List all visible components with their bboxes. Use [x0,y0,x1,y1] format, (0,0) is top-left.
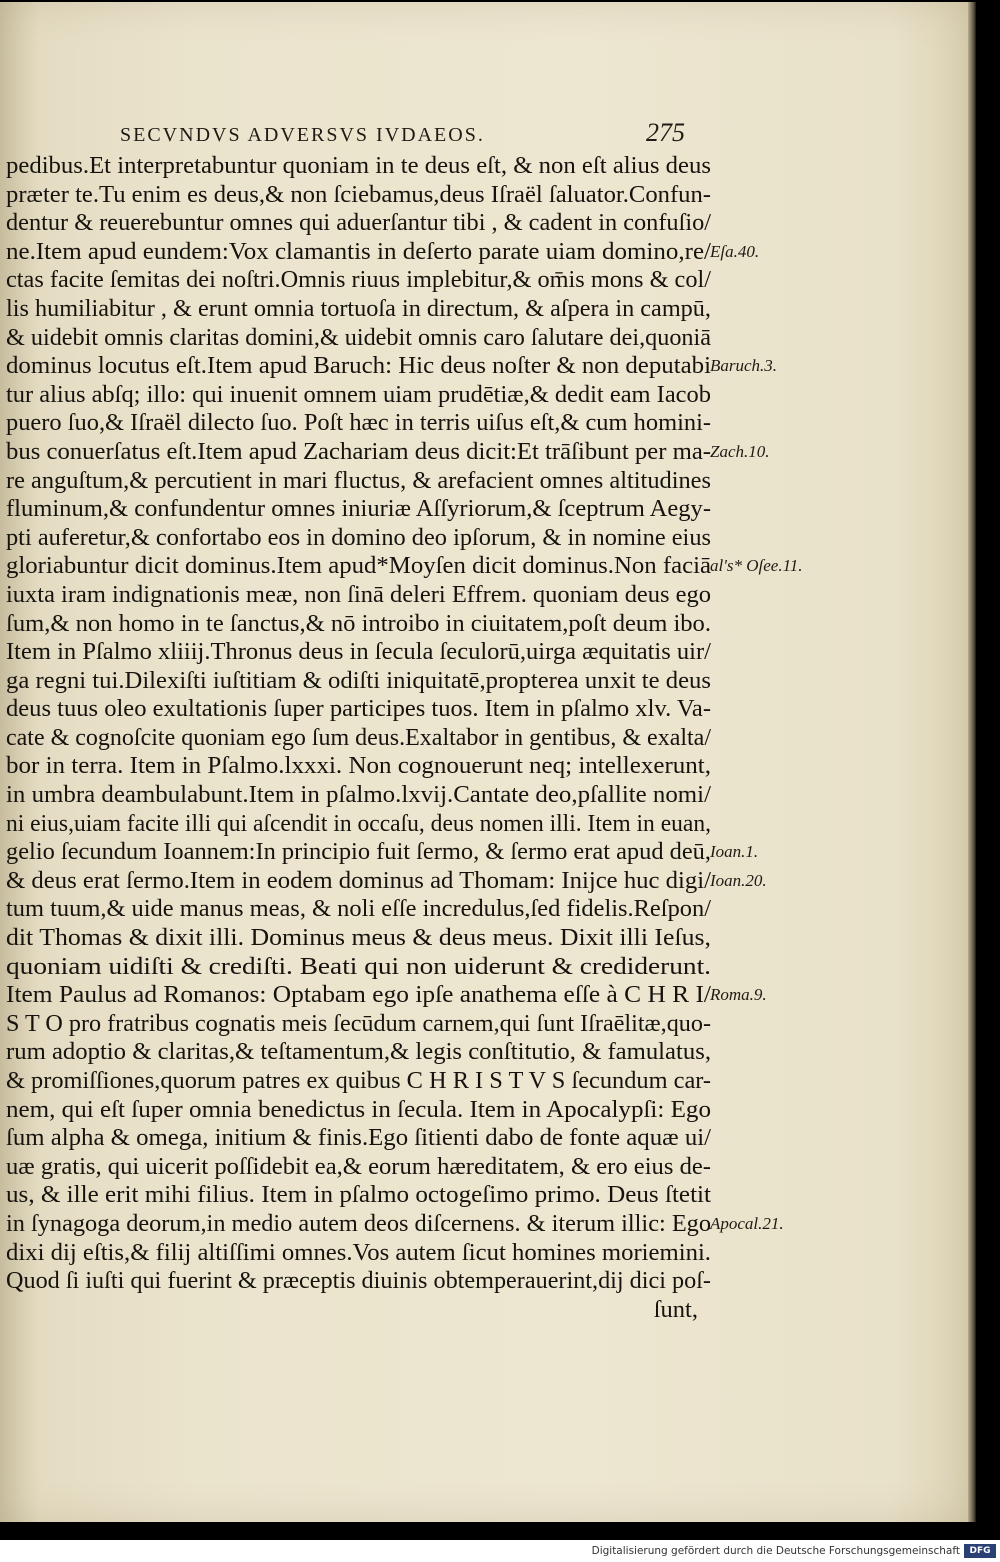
book-leaf [0,2,968,1522]
margin-note: Eſa.40. [710,241,760,261]
text-line: gelio ſecundum Ioannem:In principio fuit ſermo, & ſermo erat apud deū, [6,838,711,866]
text-line: ctas facite ſemitas dei noſtri.Omnis riuus implebitur,& om̄is mons & col/ [6,266,711,294]
catchword: ſunt, [653,1295,698,1323]
text-line: Quod ſi iuſti qui fuerint & præceptis diuinis obtemperauerint,dij dici poſ- [6,1267,711,1295]
text-line: gloriabuntur dicit dominus.Item apud*Moyſen dicit dominus.Non faciā [6,552,711,580]
text-line: rum adoptio & claritas,& teſtamentum,& legis conſtitutio, & famulatus, [6,1038,711,1066]
text-line: & uidebit omnis claritas domini,& uidebit omnis caro ſalutare dei,quoniā [6,323,711,351]
text-line: lis humiliabitur , & erunt omnia tortuoſa in directum, & aſpera in campū, [6,294,711,322]
text-line: dit Thomas & dixit illi. Dominus meus & deus meus. Dixit illi Ieſus, [6,924,711,952]
text-line: bor in terra. Item in Pſalmo.lxxxi. Non cognouerunt neq; intellexerunt, [6,752,711,780]
text-line: quoniam uidiſti & crediſti. Beati qui non uiderunt & crediderunt. [6,952,711,980]
text-line: deus tuus oleo exultationis ſuper participes tuos. Item in pſalmo xlv. Va- [6,695,711,723]
text-line: & promiſſiones,quorum patres ex quibus C H R I S T V S ſecundum car- [6,1067,711,1094]
text-line: us, & ille erit mihi filius. Item in pſalmo octogeſimo primo. Deus ſtetit [6,1181,711,1209]
text-line: ſum,& non homo in te ſanctus,& nō introibo in ciuitatem,poſt deum ibo. [6,609,711,637]
text-line: Item Paulus ad Romanos: Optabam ego ipſe anathema eſſe à C H R I/ [6,981,711,1009]
margin-note: Ioan.20. [710,871,767,890]
text-line: præter te.Tu enim es deus,& non ſciebamus,deus Iſraël ſaluator.Confun- [6,180,711,208]
text-line: fluminum,& confundentur omnes iniuriæ Aſſyriorum,& ſceptrum Aegy- [6,495,711,523]
text-line: puero ſuo,& Iſraël dilecto ſuo. Poſt hæc in terris uiſus eſt,& cum homini- [6,409,711,437]
text-line: ne.Item apud eundem:Vox clamantis in deſerto parate uiam domino,re/ [6,237,711,265]
margin-note: Zach.10. [710,442,770,461]
main-text [6,152,718,1324]
text-line: S T O pro fratribus cognatis meis ſecūdum carnem,qui ſunt Iſraēlitæ,quo- [6,1009,711,1037]
text-line: ſum alpha & omega, initium & finis.Ego ſitienti dabo de fonte aquæ ui/ [6,1124,711,1152]
running-head: SECVNDVS ADVERSVS IVDAEOS. [120,124,485,146]
leaf-edge [968,2,976,1522]
text-line: tum tuum,& uide manus meas, & noli eſſe incredulus,ſed fidelis.Reſpon/ [6,895,711,923]
text-line: uæ gratis, qui uicerit poſſidebit ea,& eorum hæreditatem, & ero eius de- [6,1152,711,1180]
dfg-logo: DFG [964,1544,996,1558]
text-line: in ſynagoga deorum,in medio autem deos diſcernens. & iterum illic: Ego [6,1209,711,1237]
text-line: ni eius,uiam facite illi qui aſcendit in occaſu, deus nomen illi. Item in euan, [6,809,711,837]
text-line: pedibus.Et interpretabuntur quoniam in te deus eſt, & non eſt alius deus [6,152,712,179]
text-line: dominus locutus eſt.Item apud Baruch: Hic deus noſter & non deputabi [6,352,711,380]
text-line: bus conuerſatus eſt.Item apud Zachariam deus dicit:Et trāſibunt per ma- [6,437,711,465]
text-line: ga regni tui.Dilexiſti iuſtitiam & odiſti iniquitatē,propterea unxit te deus [6,666,711,694]
margin-note: Ioan.1. [710,842,759,862]
text-line: iuxta iram indignationis meæ, non ſinā deleri Effrem. quoniam deus ego [6,580,711,608]
folio-number: 275 [646,118,685,147]
footer-credit: Digitalisierung gefördert durch die Deutsche Forschungsgemeinschaft [591,1545,960,1557]
text-line: Item in Pſalmo xliiij.Thronus deus in ſecula ſeculorū,uirga æquitatis uir/ [6,638,711,666]
text-line: in umbra deambulabunt.Item in pſalmo.lxvij.Cantate deo,pſallite nomi/ [6,781,711,809]
text-line: pti auferetur,& confortabo eos in domino deo ipſorum, & in nomine eius [6,523,711,551]
text-line: tur alius abſq; illo: qui inuenit omnem uiam prudētiæ,& dedit eam Iacob [6,380,711,408]
margin-note: Roma.9. [710,985,767,1005]
text-line: & deus erat ſermo.Item in eodem dominus ad Thomam: Inijce huc digi/ [6,866,711,894]
margin-note: Baruch.3. [710,356,778,376]
margin-note: al's* Oſee.11. [710,556,803,576]
text-line: cate & cognoſcite quoniam ego ſum deus.Exaltabor in gentibus, & exalta/ [6,723,711,751]
margin-note: Apocal.21. [710,1214,784,1234]
text-line: dixi dij eſtis,& filij altiſſimi omnes.Vos autem ſicut homines moriemini. [6,1238,712,1266]
text-line: dentur & reuerebuntur omnes qui aduerſantur tibi , & cadent in confuſio/ [6,209,711,237]
footer-bar [0,1540,1000,1562]
text-line: re anguſtum,& percutient in mari fluctus, & arefacient omnes altitudines [6,466,711,494]
text-line: nem, qui eſt ſuper omnia benedictus in ſecula. Item in Apocalypſi: Ego [6,1095,711,1123]
